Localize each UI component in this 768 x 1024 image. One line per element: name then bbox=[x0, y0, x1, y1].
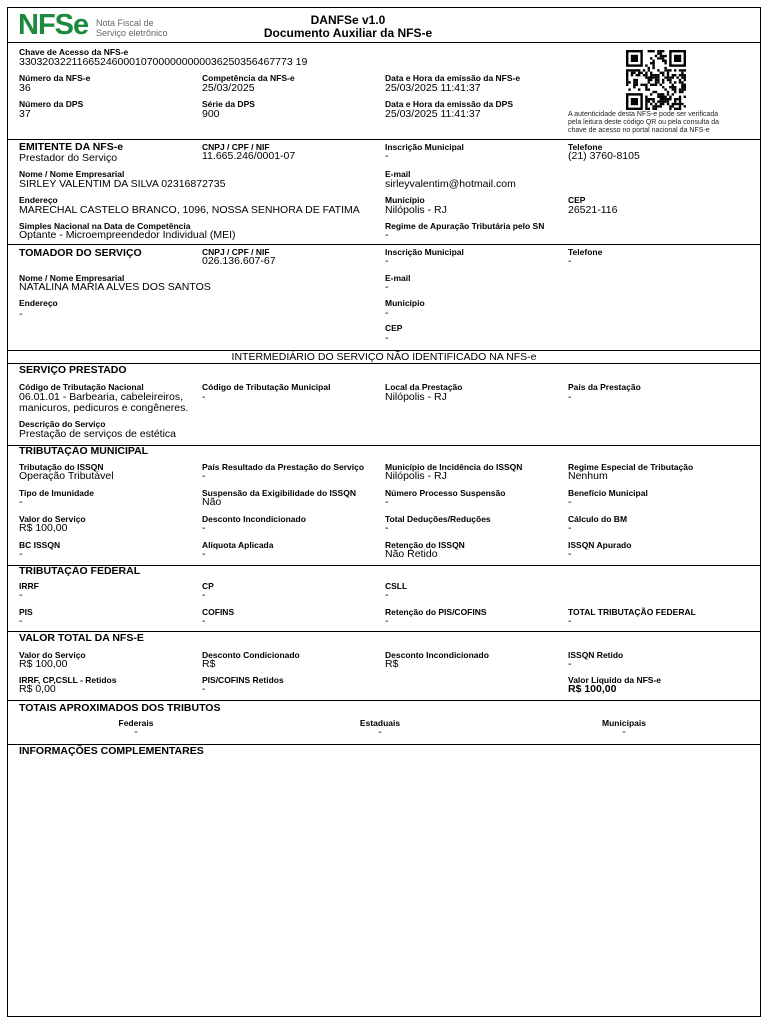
trib-mun-field-value: - bbox=[19, 496, 23, 508]
total-field-label: Desconto Incondicionado bbox=[385, 650, 489, 660]
servico-cod-mun-value: - bbox=[202, 391, 206, 403]
qr-code-icon bbox=[626, 50, 686, 110]
trib-mun-field-label: Município de Incidência do ISSQN bbox=[385, 462, 523, 472]
tomador-im-value: - bbox=[385, 255, 389, 267]
numero-value: 36 bbox=[19, 82, 31, 94]
danfse-document bbox=[7, 7, 761, 1017]
trib-fed-field-label: TOTAL TRIBUTAÇÃO FEDERAL bbox=[568, 607, 696, 617]
nfse-logo bbox=[18, 11, 178, 41]
trib-fed-field-label: IRRF bbox=[19, 581, 39, 591]
emitente-regime-value: - bbox=[385, 229, 389, 241]
servico-local-label: Local da Prestação bbox=[385, 382, 463, 392]
trib-mun-field-value: - bbox=[568, 548, 572, 560]
emitente-im-value: - bbox=[385, 150, 389, 162]
emissao-label: Data e Hora da emissão da NFS-e bbox=[385, 73, 521, 83]
trib-mun-field-value: - bbox=[385, 496, 389, 508]
trib-mun-field-value: - bbox=[202, 470, 206, 482]
tomador-mun-label: Município bbox=[385, 298, 425, 308]
qr-note-line: pela leitura deste código QR ou pela consulta da bbox=[568, 119, 719, 127]
serie-label: Série da DPS bbox=[202, 99, 255, 109]
intermediario-note: INTERMEDIÁRIO DO SERVIÇO NÃO IDENTIFICADO NA NFS-e bbox=[231, 351, 537, 363]
logo-mark: NFSe bbox=[18, 9, 89, 41]
emitente-end-label: Endereço bbox=[19, 195, 58, 205]
trib-mun-field-value: - bbox=[19, 548, 23, 560]
total-field-value: R$ bbox=[202, 658, 216, 670]
trib-fed-field-value: - bbox=[202, 589, 206, 601]
trib-mun-field-label: Tributação do ISSQN bbox=[19, 462, 104, 472]
aprox-municipais-value: - bbox=[622, 726, 626, 738]
qr-note bbox=[568, 111, 758, 136]
total-field-value: R$ 0,00 bbox=[19, 683, 56, 695]
trib-mun-field-label: Retenção do ISSQN bbox=[385, 540, 465, 550]
trib-fed-field-label: CSLL bbox=[385, 581, 408, 591]
trib-mun-field-label: País Resultado da Prestação do Serviço bbox=[202, 462, 365, 472]
trib-mun-field-value: - bbox=[202, 522, 206, 534]
trib-fed-field-value: - bbox=[385, 615, 389, 627]
emitente-mun-value: Nilópolis - RJ bbox=[385, 204, 447, 216]
trib-mun-field-value: Não Retido bbox=[385, 548, 438, 560]
total-field-value: R$ bbox=[385, 658, 399, 670]
trib-mun-field-label: BC ISSQN bbox=[19, 540, 61, 550]
aprox-section-title: TOTAIS APROXIMADOS DOS TRIBUTOS bbox=[19, 702, 221, 714]
emitente-cnpj-label: CNPJ / CPF / NIF bbox=[202, 142, 270, 152]
tomador-im-label: Inscrição Municipal bbox=[385, 247, 464, 257]
chave-value: 33032032211665246000107000000000036250356467773 19 bbox=[19, 56, 308, 68]
total-field-value: - bbox=[568, 658, 572, 670]
tomador-tel-value: - bbox=[568, 255, 572, 267]
trib-fed-field-value: - bbox=[19, 589, 23, 601]
total-field-label: Valor Líquido da NFS-e bbox=[568, 675, 662, 685]
trib-mun-field-value: Operação Tributável bbox=[19, 470, 114, 482]
emitente-end-value: MARECHAL CASTELO BRANCO, 1096, NOSSA SENHORA DE FATIMA bbox=[19, 204, 360, 216]
serie-value: 900 bbox=[202, 108, 220, 120]
tomador-email-label: E-mail bbox=[385, 273, 411, 283]
aprox-municipais-label: Municipais bbox=[602, 718, 646, 728]
qr-note-line: A autenticidade desta NFS-e pode ser verificada bbox=[568, 111, 719, 118]
emitente-cep-value: 26521-116 bbox=[568, 204, 618, 216]
emitente-tel-value: (21) 3760-8105 bbox=[568, 150, 640, 162]
competencia-label: Competência da NFS-e bbox=[202, 73, 295, 83]
logo-line-1: Nota Fiscal de bbox=[96, 18, 154, 28]
total-field-label: PIS/COFINS Retidos bbox=[202, 675, 284, 685]
total-field-value: R$ 100,00 bbox=[19, 658, 68, 670]
trib-mun-field-label: Número Processo Suspensão bbox=[385, 488, 506, 498]
trib-mun-field-label: Tipo de Imunidade bbox=[19, 488, 94, 498]
trib-fed-field-value: - bbox=[385, 589, 389, 601]
divider bbox=[8, 42, 760, 43]
total-field-value: - bbox=[202, 683, 206, 695]
trib-mun-field-label: Alíquota Aplicada bbox=[202, 540, 274, 550]
logo-line-2: Serviço eletrônico bbox=[96, 28, 168, 38]
dps-data-value: 25/03/2025 11:41:37 bbox=[385, 108, 481, 120]
emitente-email-value: sirleyvalentim@hotmail.com bbox=[385, 178, 516, 190]
tomador-nome-label: Nome / Nome Empresarial bbox=[19, 273, 125, 283]
trib-fed-field-label: COFINS bbox=[202, 607, 235, 617]
servico-local-value: Nilópolis - RJ bbox=[385, 391, 447, 403]
divider bbox=[8, 700, 760, 701]
total-field-label: Valor do Serviço bbox=[19, 650, 86, 660]
tomador-section-title: TOMADOR DO SERVIÇO bbox=[19, 247, 142, 259]
aprox-federais-label: Federais bbox=[118, 718, 154, 728]
emitente-cnpj-value: 11.665.246/0001-07 bbox=[202, 150, 296, 162]
trib-mun-field-label: ISSQN Apurado bbox=[568, 540, 632, 550]
trib-fed-field-label: Retenção do PIS/COFINS bbox=[385, 607, 487, 617]
tomador-mun-value: - bbox=[385, 307, 389, 319]
emitente-simples-value: Optante - Microempreendedor Individual (MEI) bbox=[19, 229, 236, 241]
trib-mun-field-value: - bbox=[202, 548, 206, 560]
emitente-mun-label: Município bbox=[385, 195, 425, 205]
emitente-section-title: EMITENTE DA NFS-e bbox=[19, 141, 124, 153]
emitente-role: Prestador do Serviço bbox=[19, 152, 118, 164]
info-section-title: INFORMAÇÕES COMPLEMENTARES bbox=[19, 745, 204, 757]
total-section-title: VALOR TOTAL DA NFS-E bbox=[19, 632, 144, 644]
tomador-cnpj-label: CNPJ / CPF / NIF bbox=[202, 247, 270, 257]
servico-pais-label: País da Prestação bbox=[568, 382, 641, 392]
servico-desc-value: Prestação de serviços de estética bbox=[19, 428, 176, 440]
aprox-estaduais-label: Estaduais bbox=[359, 718, 401, 728]
trib-mun-field-label: Regime Especial de Tributação bbox=[568, 462, 694, 472]
tomador-email-value: - bbox=[385, 281, 389, 293]
emissao-value: 25/03/2025 11:41:37 bbox=[385, 82, 481, 94]
servico-cod-nac-label: Código de Tributação Nacional bbox=[19, 382, 144, 392]
tomador-end-value: - bbox=[19, 308, 23, 320]
trib-mun-field-value: Nilópolis - RJ bbox=[385, 470, 447, 482]
numero-label: Número da NFS-e bbox=[19, 73, 91, 83]
emitente-regime-label: Regime de Apuração Tributária pelo SN bbox=[385, 221, 545, 231]
trib-mun-field-value: - bbox=[568, 496, 572, 508]
trib-fed-field-value: - bbox=[568, 615, 572, 627]
tomador-cnpj-value: 026.136.607-67 bbox=[202, 255, 276, 267]
trib-mun-field-value: - bbox=[568, 522, 572, 534]
trib-mun-field-value: R$ 100,00 bbox=[19, 522, 68, 534]
emitente-simples-label: Simples Nacional na Data de Competência bbox=[19, 221, 191, 231]
divider bbox=[8, 139, 760, 140]
total-field-label: Desconto Condicionado bbox=[202, 650, 300, 660]
doc-subtitle: Documento Auxiliar da NFS-e bbox=[263, 26, 433, 40]
servico-pais-value: - bbox=[568, 391, 572, 403]
trib-mun-field-value: Nenhum bbox=[568, 470, 608, 482]
trib-fed-field-label: PIS bbox=[19, 607, 33, 617]
servico-desc-label: Descrição do Serviço bbox=[19, 419, 106, 429]
trib-fed-section-title: TRIBUTAÇÃO FEDERAL bbox=[19, 565, 141, 577]
trib-mun-field-label: Desconto Incondicionado bbox=[202, 514, 306, 524]
tomador-end-label: Endereço bbox=[19, 298, 58, 308]
emitente-nome-label: Nome / Nome Empresarial bbox=[19, 169, 125, 179]
trib-mun-field-label: Total Deduções/Reduções bbox=[385, 514, 491, 524]
trib-fed-field-label: CP bbox=[202, 581, 214, 591]
tomador-cep-label: CEP bbox=[385, 323, 403, 333]
total-field-label: ISSQN Retido bbox=[568, 650, 624, 660]
trib-mun-field-value: Não bbox=[202, 496, 222, 508]
chave-label: Chave de Acesso da NFS-e bbox=[19, 47, 129, 57]
emitente-im-label: Inscrição Municipal bbox=[385, 142, 464, 152]
dps-label: Número da DPS bbox=[19, 99, 84, 109]
servico-cod-mun-label: Código de Tributação Municipal bbox=[202, 382, 331, 392]
dps-value: 37 bbox=[19, 108, 31, 120]
trib-mun-field-label: Suspensão da Exigibilidade do ISSQN bbox=[202, 488, 356, 498]
tomador-nome-value: NATALINA MARIA ALVES DOS SANTOS bbox=[19, 281, 211, 293]
doc-title: DANFSe v1.0 bbox=[310, 13, 386, 27]
trib-fed-field-value: - bbox=[202, 615, 206, 627]
total-field-value: R$ 100,00 bbox=[568, 683, 617, 695]
emitente-tel-label: Telefone bbox=[568, 142, 603, 152]
tomador-cep-value: - bbox=[385, 332, 389, 344]
tomador-tel-label: Telefone bbox=[568, 247, 603, 257]
emitente-cep-label: CEP bbox=[568, 195, 586, 205]
total-field-label: IRRF, CP,CSLL - Retidos bbox=[19, 675, 117, 685]
trib-fed-field-value: - bbox=[19, 615, 23, 627]
divider bbox=[8, 244, 760, 245]
servico-section-title: SERVIÇO PRESTADO bbox=[19, 364, 127, 376]
dps-data-label: Data e Hora da emissão da DPS bbox=[385, 99, 514, 109]
aprox-federais-value: - bbox=[134, 726, 138, 738]
trib-mun-field-label: Valor do Serviço bbox=[19, 514, 86, 524]
trib-mun-field-label: Benefício Municipal bbox=[568, 488, 648, 498]
trib-mun-section-title: TRIBUTAÇÃO MUNICIPAL bbox=[19, 445, 149, 457]
trib-mun-field-label: Cálculo do BM bbox=[568, 514, 628, 524]
emitente-nome-value: SIRLEY VALENTIM DA SILVA 02316872735 bbox=[19, 178, 226, 190]
trib-mun-field-value: - bbox=[385, 522, 389, 534]
servico-cod-nac-value: manicuros, pedicuros e congêneres. bbox=[19, 402, 189, 414]
qr-note-line: chave de acesso no portal nacional da NFS-e bbox=[568, 127, 710, 135]
competencia-value: 25/03/2025 bbox=[202, 82, 255, 94]
aprox-estaduais-value: - bbox=[378, 726, 382, 738]
servico-cod-nac-value: 06.01.01 - Barbearia, cabeleireiros, bbox=[19, 391, 184, 403]
emitente-email-label: E-mail bbox=[385, 169, 411, 179]
